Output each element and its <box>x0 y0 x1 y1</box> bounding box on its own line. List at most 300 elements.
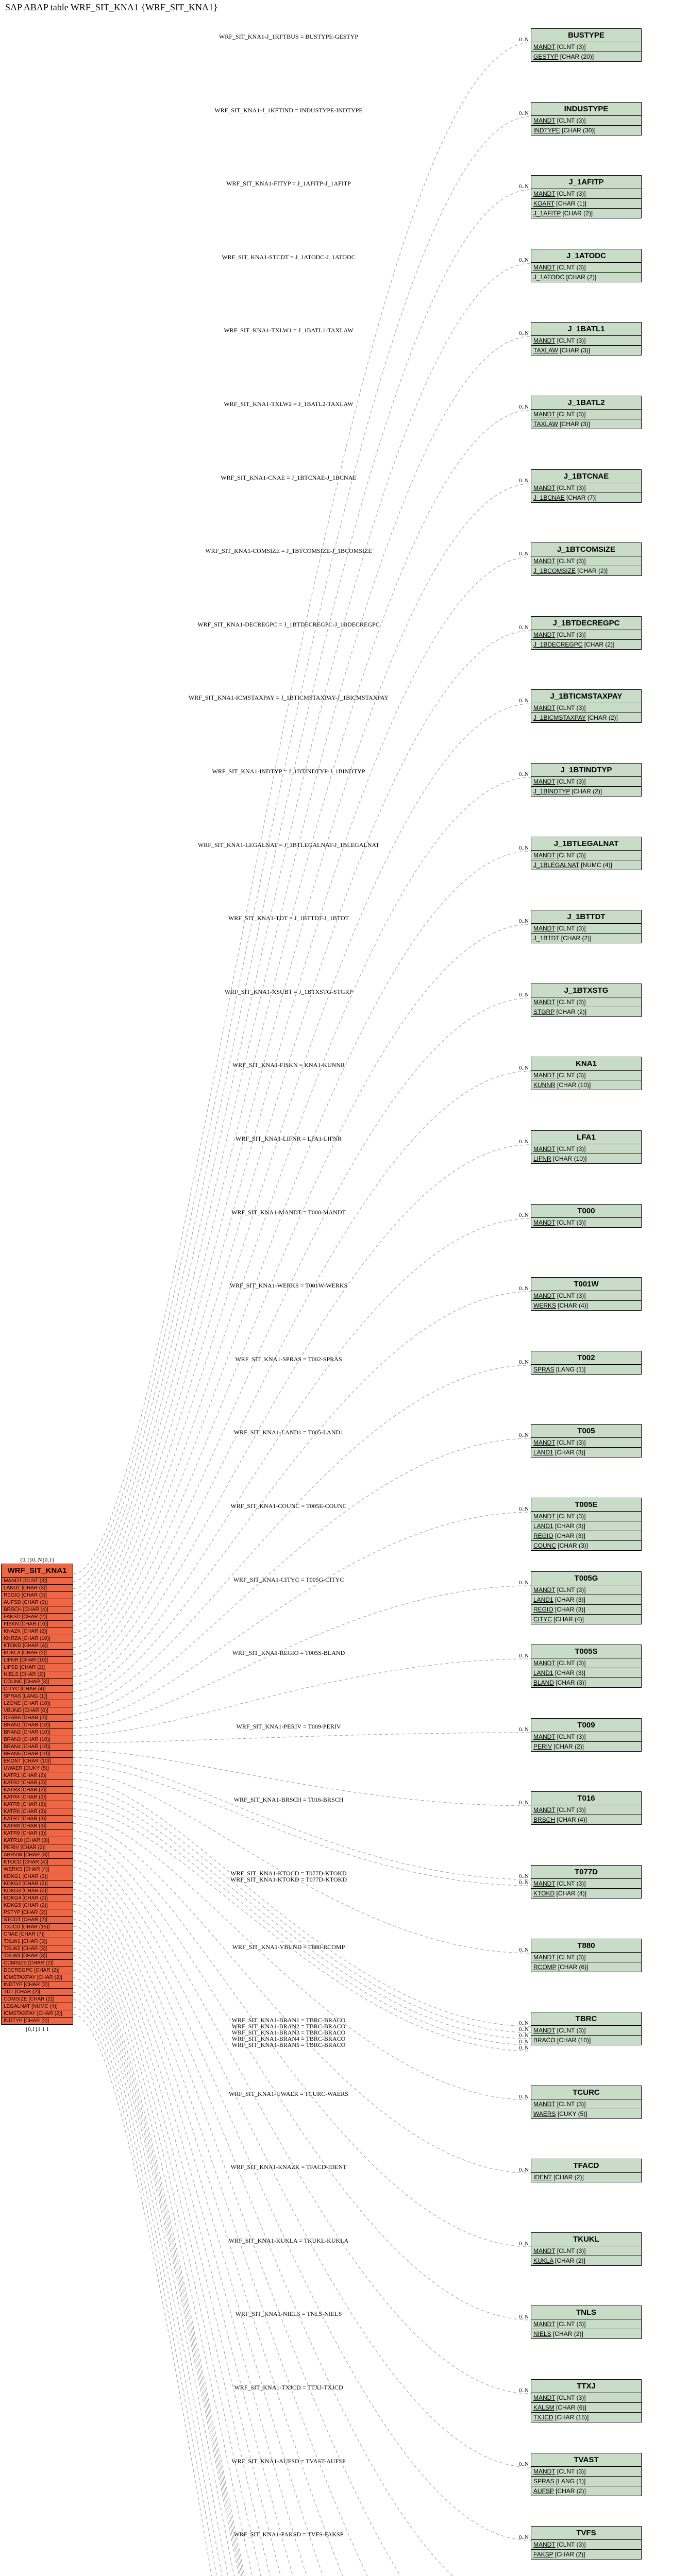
table-t016[interactable] <box>531 1791 642 1825</box>
relationship-edge <box>73 557 531 1625</box>
edge-cardinality: 0..N <box>519 698 529 704</box>
table-j_1batl2[interactable] <box>531 396 642 429</box>
table-t005e[interactable] <box>531 1498 642 1551</box>
field-name: MANDT <box>533 1806 556 1814</box>
table-field-row <box>531 1521 641 1531</box>
main-field-row: DECREGPC [CHAR (2)] <box>2 1967 73 1974</box>
table-field-row <box>531 2099 641 2109</box>
relationship-label: WRF_SIT_KNA1-FITYP = J_1AFITP-J_1AFITP <box>226 180 351 187</box>
edge-cardinality: 0..N <box>519 1506 529 1512</box>
table-header: J_1BTCNAE <box>531 470 641 483</box>
table-t005g[interactable] <box>531 1571 642 1624</box>
table-tkukl[interactable] <box>531 2232 642 2266</box>
table-t002[interactable] <box>531 1351 642 1375</box>
table-j_1atodc[interactable] <box>531 249 642 282</box>
field-name: BRACO <box>533 2037 556 2044</box>
table-field-row <box>531 1742 641 1751</box>
table-header: J_1BTCOMSIZE <box>531 543 641 556</box>
relationship-label: WRF_SIT_KNA1-TXLW2 = J_1BATL2-TAXLAW <box>224 400 354 408</box>
field-name: MANDT <box>533 190 556 197</box>
main-field-row: ICMSTAXPAY [CHAR (2)] <box>2 2010 73 2018</box>
field-name: LAND1 <box>533 1669 553 1676</box>
main-field-row: STCDT [CHAR (2)] <box>2 1917 73 1924</box>
table-header: J_1BTINDTYP <box>531 764 641 777</box>
main-table-header: WRF_SIT_KNA1 <box>2 1564 73 1578</box>
table-header: TKUKL <box>531 2233 641 2246</box>
table-j_1btindtyp[interactable] <box>531 763 642 796</box>
table-field-row <box>531 52 641 61</box>
field-type: [CLNT (3)] <box>555 631 586 638</box>
main-field-row: CNAE [CHAR (7)] <box>2 1931 73 1938</box>
field-type: [CLNT (3)] <box>555 1586 586 1594</box>
table-field-row <box>531 934 641 943</box>
table-t009[interactable] <box>531 1718 642 1752</box>
relationship-label: WRF_SIT_KNA1-BRAN1 = TBRC-BRACO <box>231 2016 346 2024</box>
table-ttxj[interactable] <box>531 2379 642 2422</box>
table-field-row <box>531 997 641 1007</box>
main-field-row: KNRZA [CHAR (10)] <box>2 1635 73 1642</box>
table-field-row <box>531 640 641 649</box>
table-j_1btcnae[interactable] <box>531 469 642 503</box>
relationship-label: WRF_SIT_KNA1-MANDT = T000-MANDT <box>231 1209 346 1216</box>
field-name: MANDT <box>533 778 556 785</box>
relationship-edge <box>73 1809 531 2051</box>
field-type: [CHAR (3)] <box>553 1606 585 1613</box>
table-j_1batl1[interactable] <box>531 322 642 355</box>
field-type: [CHAR (3)] <box>553 1669 585 1676</box>
table-field-row <box>531 713 641 722</box>
table-field-row <box>531 336 641 346</box>
main-field-row: FAKSD [CHAR (2)] <box>2 1614 73 1621</box>
relationship-label: WRF_SIT_KNA1-CNAE = J_1BTCNAE-J_1BCNAE <box>221 474 357 481</box>
table-field-row <box>531 1301 641 1310</box>
field-type: [CLNT (3)] <box>555 2541 586 2548</box>
table-j_1btlegalnat[interactable] <box>531 837 642 870</box>
field-type: [CHAR (7)] <box>564 494 597 501</box>
relationship-label: WRF_SIT_KNA1-FAKSD = TVFS-FAKSP <box>233 2531 344 2538</box>
main-table-wrf-sit-kna1[interactable] <box>1 1564 73 2025</box>
main-field-row: TXLW2 [CHAR (3)] <box>2 1945 73 1953</box>
table-field-row <box>531 1815 641 1824</box>
field-name: CITYC <box>533 1616 552 1623</box>
edge-cardinality: 0..N <box>519 1800 529 1806</box>
table-j_1afitp[interactable] <box>531 175 642 218</box>
main-field-row: WERKS [CHAR (4)] <box>2 1866 73 1873</box>
table-field-row <box>531 1732 641 1742</box>
field-name: MANDT <box>533 264 556 271</box>
field-name: J_1ATODC <box>533 274 565 281</box>
table-field-row <box>531 1678 641 1687</box>
table-header: T016 <box>531 1792 641 1805</box>
field-name: J_1BCNAE <box>533 494 565 501</box>
relationship-label: WRF_SIT_KNA1-LAND1 = T005-LAND1 <box>233 1429 344 1436</box>
relationship-edge <box>73 1890 531 2576</box>
relationship-edge <box>73 1971 531 2576</box>
table-field-row <box>531 1512 641 1521</box>
table-header: T005E <box>531 1498 641 1512</box>
edge-cardinality: 0..N <box>519 771 529 777</box>
field-type: [LANG (1)] <box>554 1366 586 1373</box>
table-tvast[interactable] <box>531 2453 642 2496</box>
field-type: [CHAR (3)] <box>556 1542 589 1549</box>
table-field-row <box>531 273 641 282</box>
edge-cardinality: 0..N <box>519 1726 529 1733</box>
table-header: J_1BTTDT <box>531 910 641 924</box>
relationship-label: WRF_SIT_KNA1-BRAN4 = TBRC-BRACO <box>231 2035 346 2042</box>
table-field-row <box>531 1585 641 1595</box>
main-field-row: KTOCD [CHAR (4)] <box>2 1859 73 1866</box>
field-name: MANDT <box>533 1145 556 1153</box>
field-type: [CHAR (3)] <box>553 1449 585 1456</box>
field-name: TAXLAW <box>533 347 559 354</box>
field-name: MANDT <box>533 1513 556 1520</box>
field-name: MANDT <box>533 2394 556 2401</box>
field-name: J_1BTDT <box>533 935 560 942</box>
field-name: SPRAS <box>533 2478 554 2485</box>
table-field-row <box>531 1541 641 1550</box>
relationship-edge <box>73 2000 531 2576</box>
relationship-label: WRF_SIT_KNA1-BRAN2 = TBRC-BRACO <box>231 2023 346 2030</box>
table-lfa1[interactable] <box>531 1130 642 1164</box>
main-field-row: LZONE [CHAR (10)] <box>2 1700 73 1707</box>
edge-cardinality: 0..N <box>519 2094 529 2100</box>
relationship-label: WRF_SIT_KNA1-LIFNR = LFA1-LIFNR <box>236 1135 342 1142</box>
field-name: IDENT <box>533 2174 552 2181</box>
table-j_1btcomsize[interactable] <box>531 543 642 576</box>
main-field-row: UWAER [CUKY (5)] <box>2 1765 73 1772</box>
field-name: MANDT <box>533 1733 556 1740</box>
table-field-row <box>531 1668 641 1678</box>
field-name: PERIV <box>533 1743 552 1750</box>
main-field-row: KNAZK [CHAR (2)] <box>2 1628 73 1635</box>
main-field-row: PSTYP [CHAR (2)] <box>2 1909 73 1917</box>
table-field-row <box>531 1879 641 1889</box>
field-type: [NUMC (4)] <box>579 861 612 869</box>
field-type: [CHAR (2)] <box>553 2257 585 2264</box>
table-bustype[interactable] <box>531 28 642 62</box>
relationship-label: WRF_SIT_KNA1-REGIO = T005S-BLAND <box>232 1649 345 1656</box>
table-industype[interactable] <box>531 102 642 135</box>
field-type: [CHAR (2)] <box>570 788 602 795</box>
relationship-label: WRF_SIT_KNA1-AUFSD = TVAST-AUFSP <box>231 2458 346 2465</box>
field-type: [CLNT (3)] <box>555 411 586 418</box>
field-type: [CHAR (3)] <box>553 1532 585 1539</box>
relationship-edge <box>73 1733 531 1743</box>
table-tbrc[interactable] <box>531 2012 642 2045</box>
edge-cardinality: 0..N <box>519 2045 529 2051</box>
table-tvfs[interactable] <box>531 2526 642 2560</box>
field-type: [CHAR (2)] <box>554 1008 587 1015</box>
table-tcurc[interactable] <box>531 2086 642 2119</box>
main-field-row: ABRVW [CHAR (3)] <box>2 1852 73 1859</box>
field-name: KUKLA <box>533 2257 553 2264</box>
edge-cardinality: 0..N <box>519 1947 529 1953</box>
edge-cardinality: 0..N <box>519 1879 529 1886</box>
main-field-row: ICMSTAXPAY [CHAR (2)] <box>2 1974 73 1981</box>
field-type: [CHAR (10)] <box>555 1081 591 1089</box>
relationship-edge <box>73 1992 531 2576</box>
main-field-row: KDKG2 [CHAR (2)] <box>2 1880 73 1888</box>
edge-cardinality: 0..N <box>519 845 529 851</box>
relationship-label: WRF_SIT_KNA1-NIELS = TNLS-NIELS <box>235 2310 342 2317</box>
table-field-row <box>531 2173 641 2182</box>
main-field-row: LIFNR [CHAR (10)] <box>2 1657 73 1664</box>
table-field-row <box>531 2486 641 2496</box>
table-t000[interactable] <box>531 1204 642 1228</box>
table-field-row <box>531 1080 641 1090</box>
edge-cardinality: 0..N <box>519 478 529 484</box>
table-header: J_1BTLEGALNAT <box>531 837 641 851</box>
edge-cardinality: 0..N <box>519 2387 529 2394</box>
field-type: [CHAR (3)] <box>553 1522 585 1530</box>
table-field-row <box>531 2246 641 2256</box>
relationship-label: WRF_SIT_KNA1-PERIV = T009-PERIV <box>236 1723 341 1730</box>
field-name: WERKS <box>533 1302 557 1309</box>
edge-cardinality: 0..N <box>519 918 529 924</box>
field-name: SPRAS <box>533 1366 554 1373</box>
table-field-row <box>531 209 641 218</box>
table-field-row <box>531 126 641 135</box>
relationship-label: WRF_SIT_KNA1-WERKS = T001W-WERKS <box>229 1282 348 1289</box>
table-header: TFACD <box>531 2159 641 2173</box>
field-name: BRSCH <box>533 1816 556 1823</box>
edge-cardinality: 0..N <box>519 2167 529 2173</box>
relationship-label: WRF_SIT_KNA1-TXLW1 = J_1BATL1-TAXLAW <box>224 327 354 334</box>
field-type: [CLNT (3)] <box>555 264 586 271</box>
relationship-label: WRF_SIT_KNA1-FISKN = KNA1-KUNNR <box>232 1061 345 1069</box>
field-name: J_1BCOMSIZE <box>533 567 576 574</box>
field-type: [CHAR (6)] <box>554 2404 586 2411</box>
relationship-label: WRF_SIT_KNA1-ICMSTAXPAY = J_1BTICMSTAXPAY-J_1BICMSTAXPAY <box>188 694 389 701</box>
relationship-label: WRF_SIT_KNA1-KNAZK = TFACD-IDENT <box>230 2163 347 2171</box>
table-field-row <box>531 2109 641 2119</box>
main-field-row: BRAN2 [CHAR (10)] <box>2 1729 73 1736</box>
relationship-edge <box>73 1765 531 1886</box>
table-header: T005 <box>531 1425 641 1438</box>
field-name: NIELS <box>533 2330 551 2337</box>
field-name: LAND1 <box>533 1449 553 1456</box>
relationship-label: WRF_SIT_KNA1-TXJCD = TTXJ-TXJCD <box>234 2384 343 2391</box>
field-name: MANDT <box>533 2027 556 2034</box>
field-name: MANDT <box>533 1586 556 1594</box>
main-field-row: KATR2 [CHAR (2)] <box>2 1780 73 1787</box>
field-name: WAERS <box>533 2110 556 2117</box>
main-field-row: AUFSD [CHAR (2)] <box>2 1599 73 1606</box>
field-name: MANDT <box>533 2468 556 2475</box>
table-tfacd[interactable] <box>531 2159 642 2182</box>
relationship-edge <box>73 336 531 1603</box>
table-field-row <box>531 1438 641 1448</box>
table-header: T001W <box>531 1278 641 1291</box>
main-field-row: KATR3 [CHAR (2)] <box>2 1787 73 1794</box>
field-type: [CHAR (1)] <box>554 200 586 207</box>
table-header: TNLS <box>531 2306 641 2319</box>
field-name: BLAND <box>533 1679 554 1686</box>
relationship-label: WRF_SIT_KNA1-J_1KFTBUS = BUSTYPE-GESTYP <box>219 33 359 40</box>
field-type: [CHAR (4)] <box>555 1816 587 1823</box>
field-type: [CLNT (3)] <box>555 2027 586 2034</box>
relationship-edge <box>73 1218 531 1691</box>
field-type: [CLNT (3)] <box>555 337 586 344</box>
table-t880[interactable] <box>531 1939 642 1972</box>
edge-cardinality: 0..N <box>519 2032 529 2039</box>
field-type: [CLNT (3)] <box>555 2100 586 2108</box>
field-type: [CLNT (3)] <box>555 1072 586 1079</box>
main-field-row: BRSCH [CHAR (4)] <box>2 1606 73 1614</box>
main-field-row: LEGALNAT [NUMC (4)] <box>2 2003 73 2010</box>
field-name: MANDT <box>533 2541 556 2548</box>
main-field-row: KTOKD [CHAR (4)] <box>2 1642 73 1650</box>
table-header: J_1AFITP <box>531 176 641 189</box>
relationship-label: WRF_SIT_KNA1-TDT = J_1BTTDT-J_1BTDT <box>228 914 349 922</box>
table-header: KNA1 <box>531 1057 641 1071</box>
field-type: [CLNT (3)] <box>555 1439 586 1446</box>
relationship-label: WRF_SIT_KNA1-BRAN3 = TBRC-BRACO <box>231 2029 346 2036</box>
table-header: TVFS <box>531 2527 641 2540</box>
table-t077d[interactable] <box>531 1865 642 1899</box>
table-header: J_1ATODC <box>531 249 641 263</box>
table-field-row <box>531 1154 641 1163</box>
main-field-row: KDKG1 [CHAR (2)] <box>2 1873 73 1880</box>
edge-cardinality: 0..N <box>519 1653 529 1659</box>
edge-cardinality: 0..N <box>519 2039 529 2045</box>
table-t001w[interactable] <box>531 1277 642 1311</box>
table-field-row <box>531 630 641 640</box>
main-field-row: COMSIZE [CHAR (2)] <box>2 1996 73 2003</box>
main-field-row: BRAN4 [CHAR (10)] <box>2 1743 73 1751</box>
main-field-row: KATR1 [CHAR (2)] <box>2 1772 73 1780</box>
table-field-row <box>531 703 641 713</box>
main-field-row: LAND1 [CHAR (3)] <box>2 1585 73 1592</box>
field-name: COUNC <box>533 1542 556 1549</box>
relationship-edge <box>73 1794 531 2039</box>
relationship-edge <box>73 1868 531 2576</box>
table-field-row <box>531 1291 641 1301</box>
field-type: [CLNT (3)] <box>555 1954 586 1961</box>
table-field-row <box>531 851 641 860</box>
table-field-row <box>531 42 641 52</box>
table-kna1[interactable] <box>531 1057 642 1090</box>
relationship-label: WRF_SIT_KNA1-UWAER = TCURC-WAERS <box>229 2090 348 2097</box>
table-field-row <box>531 1889 641 1898</box>
main-field-row: KUKLA [CHAR (2)] <box>2 1650 73 1657</box>
field-name: INDTYPE <box>533 127 561 134</box>
main-table-fields <box>2 1578 73 2024</box>
main-field-row: LIFSD [CHAR (2)] <box>2 1664 73 1671</box>
field-type: [CLNT (3)] <box>555 2468 586 2475</box>
table-field-row <box>531 2403 641 2413</box>
main-field-row: TXJCD [CHAR (15)] <box>2 1924 73 1931</box>
field-name: J_1BINDTYP <box>533 788 570 795</box>
relationship-edge <box>73 1071 531 1677</box>
field-type: [CLNT (3)] <box>555 43 586 50</box>
main-field-row: KATR5 [CHAR (2)] <box>2 1801 73 1808</box>
table-t005[interactable] <box>531 1424 642 1458</box>
field-type: [CHAR (30)] <box>560 127 596 134</box>
field-type: [CLNT (3)] <box>555 190 586 197</box>
field-type: [CHAR (4)] <box>554 1890 587 1897</box>
table-field-row <box>531 263 641 273</box>
table-header: J_1BATL2 <box>531 396 641 410</box>
table-j_1btxstg[interactable] <box>531 984 642 1017</box>
field-type: [CHAR (3)] <box>554 1679 586 1686</box>
edge-cardinality: 0..N <box>519 257 529 263</box>
table-field-row <box>531 2036 641 2045</box>
relationship-edge <box>73 190 531 1589</box>
relationship-edge <box>73 263 531 1596</box>
table-header: TTXJ <box>531 2380 641 2393</box>
field-name: MANDT <box>533 1072 556 1079</box>
relationship-label: WRF_SIT_KNA1-XSUBT = J_1BTXSTG-STGRP <box>224 988 353 995</box>
table-field-row <box>531 1615 641 1624</box>
table-header: INDUSTYPE <box>531 103 641 116</box>
relationship-edge <box>73 924 531 1662</box>
edge-cardinality: 0..N <box>519 183 529 190</box>
table-header: T000 <box>531 1205 641 1218</box>
field-name: J_1AFITP <box>533 210 561 217</box>
field-name: KOART <box>533 200 554 207</box>
field-type: [CHAR (2)] <box>564 274 597 281</box>
edge-cardinality: 0..N <box>519 2020 529 2026</box>
main-field-row: KATR10 [CHAR (3)] <box>2 1837 73 1844</box>
main-field-row: TDT [CHAR (2)] <box>2 1989 73 1996</box>
field-type: [CLNT (3)] <box>555 1219 586 1226</box>
main-field-row: KDKG3 [CHAR (2)] <box>2 1888 73 1895</box>
field-name: MANDT <box>533 2100 556 2108</box>
table-field-row <box>531 1365 641 1374</box>
field-name: MANDT <box>533 1954 556 1961</box>
edge-cardinality: 0..N <box>519 2241 529 2247</box>
table-field-row <box>531 483 641 493</box>
table-field-row <box>531 1658 641 1668</box>
field-name: LAND1 <box>533 1522 553 1530</box>
field-name: AUFSP <box>533 2487 554 2495</box>
page-title: SAP ABAP table WRF_SIT_KNA1 {WRF_SIT_KNA1} <box>5 2 218 12</box>
main-field-row: BRAN3 [CHAR (10)] <box>2 1736 73 1743</box>
field-type: [CLNT (3)] <box>555 2394 586 2401</box>
main-field-row: CITYC [CHAR (4)] <box>2 1686 73 1693</box>
edge-cardinality: 0..N <box>519 330 529 336</box>
table-tnls[interactable] <box>531 2306 642 2339</box>
table-field-row <box>531 1071 641 1080</box>
edge-cardinality: 0..N <box>519 1873 529 1879</box>
table-header: J_1BTICMSTAXPAY <box>531 690 641 703</box>
table-j_1bttdt[interactable] <box>531 910 642 943</box>
relationship-edge <box>73 1757 531 1879</box>
table-field-row <box>531 410 641 419</box>
table-j_1bticmstaxpay[interactable] <box>531 689 642 723</box>
table-field-row <box>531 2467 641 2477</box>
relationship-edge <box>73 484 531 1618</box>
table-header: BUSTYPE <box>531 29 641 42</box>
table-header: J_1BTDECREGPC <box>531 617 641 630</box>
main-field-row: SPRAS [LANG (1)] <box>2 1693 73 1700</box>
main-field-row: BRAN1 [CHAR (10)] <box>2 1722 73 1729</box>
field-type: [CHAR (15)] <box>553 2414 589 2421</box>
table-t005s[interactable] <box>531 1645 642 1688</box>
table-header: T005S <box>531 1645 641 1658</box>
edge-cardinality: 0..N <box>519 1580 529 1586</box>
field-type: [CLNT (3)] <box>555 1659 586 1667</box>
field-name: MANDT <box>533 631 556 638</box>
table-field-row <box>531 2393 641 2403</box>
field-type: [CHAR (6)] <box>556 1963 589 1971</box>
main-top-cardinality: {0,1}0..N{0,1} <box>20 1557 55 1563</box>
table-field-row <box>531 2026 641 2036</box>
table-j_1btdecregpc[interactable] <box>531 616 642 650</box>
field-name: MANDT <box>533 1292 556 1299</box>
table-header: LFA1 <box>531 1131 641 1144</box>
